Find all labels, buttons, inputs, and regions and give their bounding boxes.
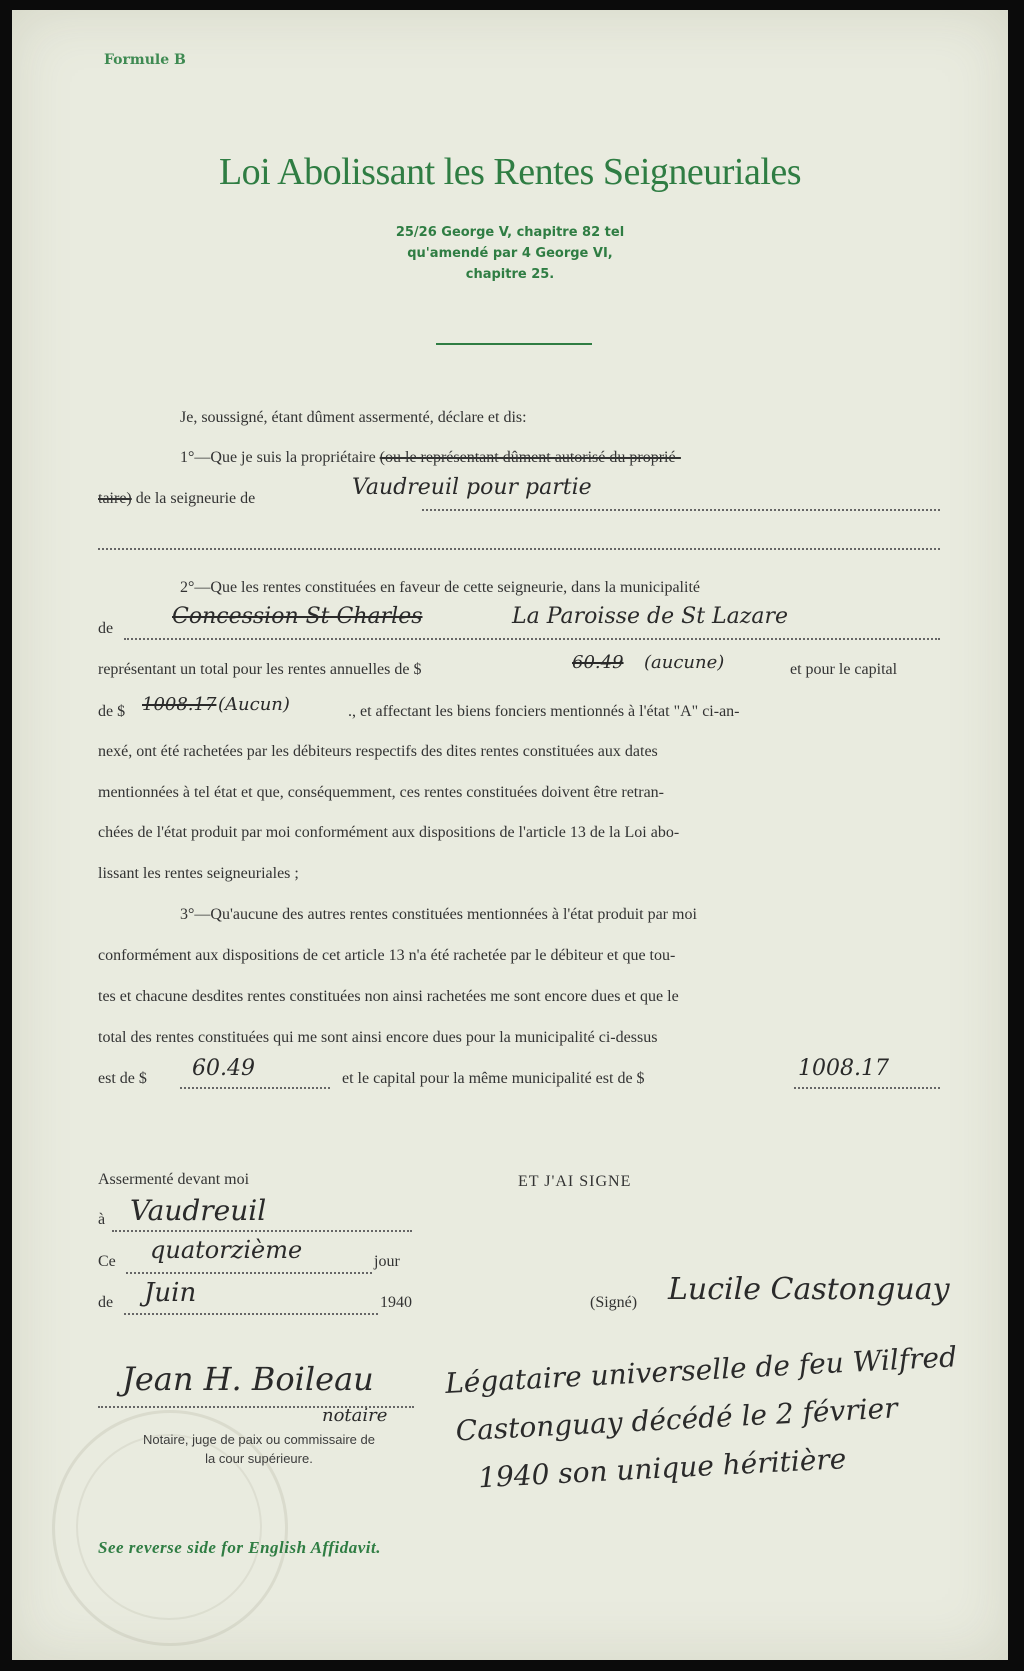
page-title: Loi Abolissant les Rentes Seigneuriales (218, 151, 802, 193)
lieu-value: Vaudreuil (130, 1194, 267, 1227)
para3-line4: total des rentes constituées qui me sont ainsi encore dues pour la municipalité ci-dessus (98, 1029, 658, 1046)
para1-strike: (ou le représentant dûment autorisé du proprié- (379, 449, 681, 466)
intro-text: Je, soussigné, étant dûment assermenté, déclare et dis: (180, 409, 527, 426)
para3-line3: tes et chacune desdites rentes constituées non ainsi rachetées me sont encore dues et que le (98, 988, 679, 1005)
signature: Lucile Castonguay (668, 1272, 950, 1307)
para2-line5: mentionnées à tel état et que, conséquemment, ces rentes constituées doivent être retran- (98, 784, 664, 801)
notary-caption-line-1: Notaire, juge de paix ou commissaire de (143, 1432, 375, 1447)
para3-capital: et le capital pour la même municipalité est de $ (342, 1070, 645, 1087)
para3-line2: conformément aux dispositions de cet article 13 n'a été rachetée par le débiteur et que tou- (98, 947, 676, 964)
notary-caption-line-2: la cour supérieure. (205, 1451, 313, 1466)
total-rentes-value: 60.49 (192, 1056, 255, 1081)
capital-value: (Aucun) (218, 694, 290, 715)
rentes-value: (aucune) (644, 652, 725, 673)
footer-note: See reverse side for English Affidavit. (98, 1538, 381, 1557)
embossed-seal-inner (76, 1434, 262, 1620)
jour-value: quatorzième (150, 1236, 303, 1264)
note-line-2: Castonguay décédé le 2 février (454, 1391, 899, 1448)
municipalite-line (124, 638, 940, 640)
para2-de: de (98, 620, 114, 637)
para2-de2: de $ (98, 703, 126, 720)
total-capital-line (794, 1087, 940, 1089)
subtitle-line-3: chapitre 25. (465, 267, 555, 282)
para1-start (180, 448, 681, 468)
handwritten-note (444, 1331, 1011, 1504)
total-capital-value: 1008.17 (798, 1056, 889, 1081)
note-line-3: 1940 son unique héritière (477, 1442, 848, 1495)
para3-estde: est de $ (98, 1070, 147, 1087)
para2-affectant: ., et affectant les biens fonciers mentionnés à l'état "A" ci-an- (348, 703, 740, 720)
signed-label: ET J'AI SIGNE (518, 1173, 632, 1190)
note-line-1: Légataire universelle de feu Wilfred (444, 1340, 958, 1400)
para2-capital: et pour le capital (790, 661, 898, 678)
title-divider (436, 343, 592, 345)
municipalite-value: La Paroisse de St Lazare (512, 604, 789, 629)
year-value: 1940 (380, 1294, 412, 1311)
document-page (12, 10, 1008, 1660)
subtitle-line-1: 25/26 George V, chapitre 82 tel (395, 225, 625, 240)
notary-line (98, 1406, 414, 1408)
blank-dotted-line (98, 548, 940, 550)
de-prefix: de (98, 1294, 114, 1311)
para3-line1: 3°—Qu'aucune des autres rentes constituées mentionnées à l'état produit par moi (180, 906, 697, 923)
notary-signature: Jean H. Boileau (122, 1360, 374, 1398)
para1-strike-end: taire) (98, 490, 132, 507)
notary-title: notaire (322, 1405, 388, 1426)
jour-line (126, 1272, 372, 1274)
ce-prefix: Ce (98, 1253, 116, 1270)
sworn-label: Assermenté devant moi (98, 1171, 250, 1188)
mois-value: Juin (144, 1278, 197, 1308)
seigneurie-value: Vaudreuil pour partie (352, 475, 592, 500)
total-rentes-line (180, 1087, 330, 1089)
subtitle (12, 222, 1008, 285)
signe-label: (Signé) (590, 1294, 638, 1311)
seigneurie-line (422, 509, 940, 511)
rentes-struck-value: 60.49 (572, 652, 624, 673)
mois-line (124, 1313, 378, 1315)
subtitle-line-2: qu'amendé par 4 George VI, (407, 246, 613, 261)
para1-prefix: 1°—Que je suis la propriétaire (180, 449, 380, 466)
capital-struck-value: 1008.17 (142, 694, 217, 715)
para2-line1: 2°—Que les rentes constituées en faveur de cette seigneurie, dans la municipalité (180, 579, 700, 596)
para2-line7: lissant les rentes seigneuriales ; (98, 865, 299, 882)
municipalite-struck-value: Concession St Charles (172, 604, 423, 629)
para1-seigneurie-label: de la seigneurie de (135, 490, 256, 507)
form-label: Formule B (104, 52, 186, 68)
para2-rentes: représentant un total pour les rentes annuelles de $ (98, 661, 422, 678)
para2-line6: chées de l'état produit par moi conformément aux dispositions de l'article 13 de la Loi abo- (98, 824, 680, 841)
jour-suffix: jour (374, 1253, 400, 1270)
para2-line4: nexé, ont été rachetées par les débiteurs respectifs des dites rentes constituées aux dates (98, 743, 658, 760)
lieu-prefix: à (98, 1211, 106, 1228)
lieu-line (112, 1230, 412, 1232)
